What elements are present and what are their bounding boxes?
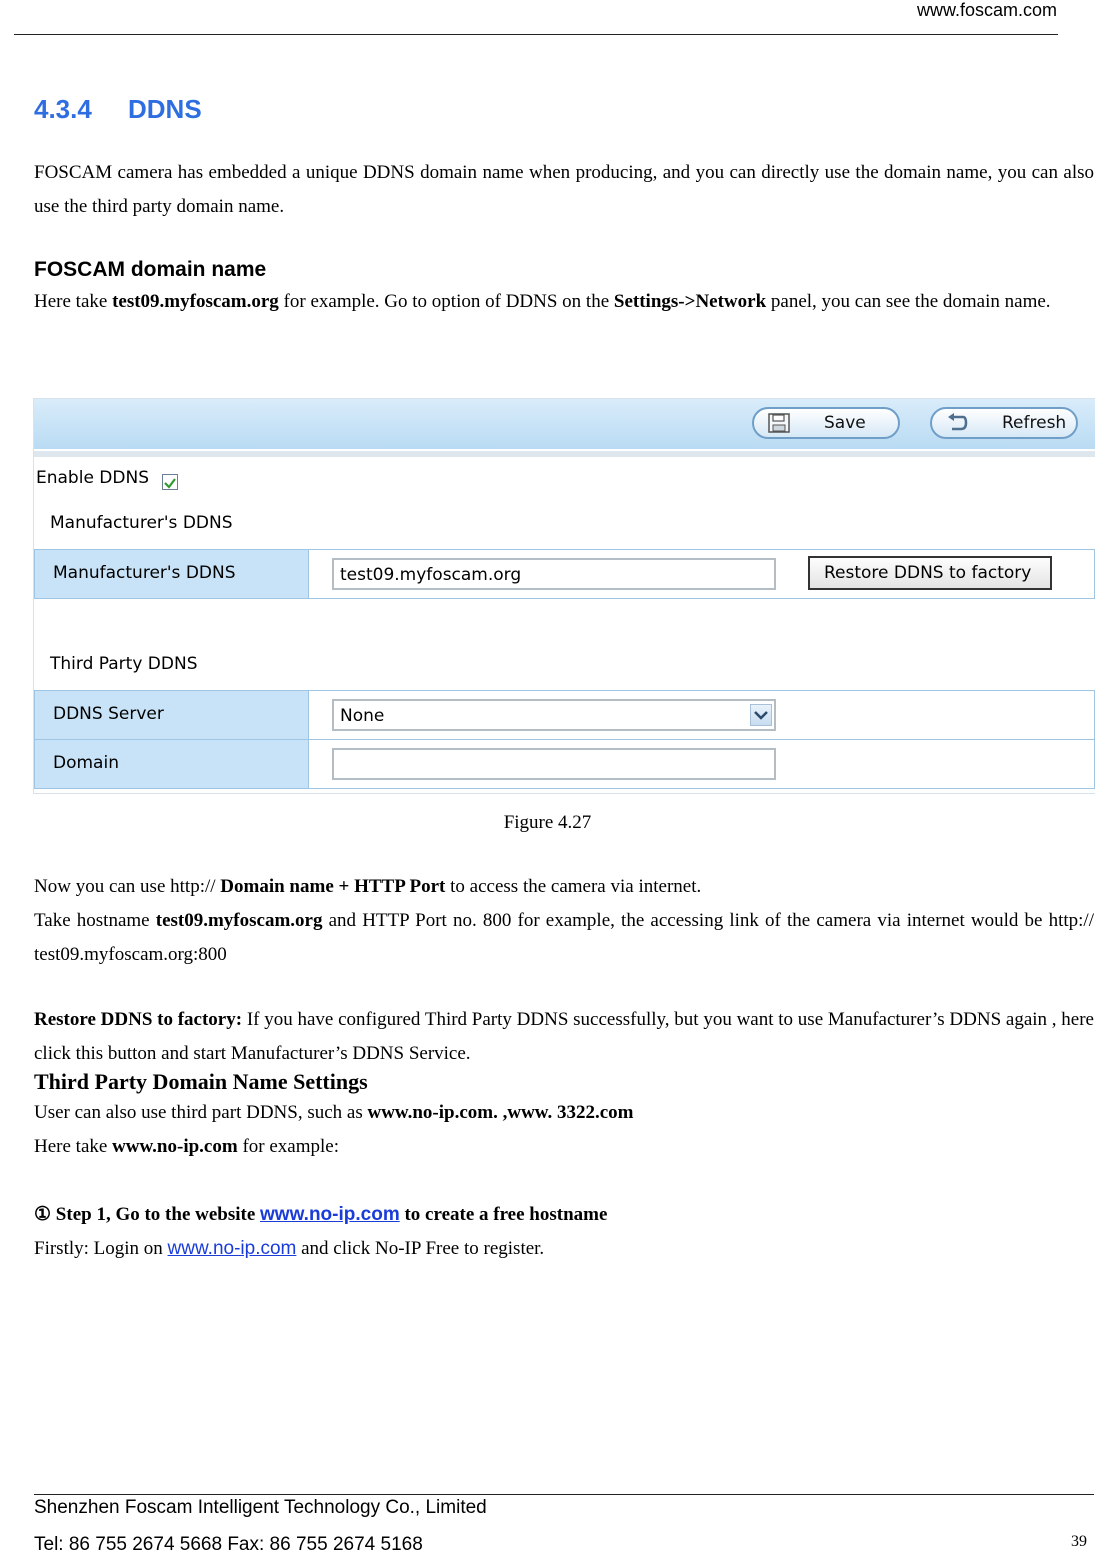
manufacturer-ddns-row — [34, 549, 1095, 599]
ddns-server-row — [34, 690, 1095, 740]
restore-description: Restore DDNS to factory: If you have configured Third Party DDNS successfully, but you want to use Manufacturer’s DDNS again , here click this button and start Manufacturer’s DDNS Service. — [34, 1009, 1094, 1064]
footer-divider — [34, 1494, 1094, 1495]
foscam-domain-heading: FOSCAM domain name — [34, 258, 267, 281]
ddns-server-label: DDNS Server — [53, 704, 164, 724]
manufacturer-ddns-label: Manufacturer's DDNS — [53, 563, 236, 583]
refresh-label: Refresh — [1002, 413, 1067, 433]
noip-link-login[interactable]: www.no-ip.com — [167, 1238, 297, 1259]
footer-contact: Tel: 86 755 2674 5668 Fax: 86 755 2674 5168 — [34, 1534, 423, 1555]
restore-ddns-button[interactable]: Restore DDNS to factory — [808, 556, 1052, 590]
manufacturer-section-title: Manufacturer's DDNS — [50, 513, 233, 533]
chevron-down-icon[interactable] — [750, 704, 772, 726]
third-party-section-title: Third Party DDNS — [50, 654, 198, 674]
save-label: Save — [824, 413, 866, 433]
intro-paragraph: FOSCAM camera has embedded a unique DDNS domain name when producing, and you can directly use the domain name, you can also use the third party domain name. — [34, 162, 1094, 217]
third-party-heading: Third Party Domain Name Settings — [34, 1069, 368, 1094]
header-divider — [14, 34, 1058, 35]
ddns-server-label-cell — [35, 691, 309, 739]
ddns-settings-panel — [33, 398, 1095, 794]
ddns-server-select[interactable]: None — [332, 699, 776, 731]
domain-input[interactable] — [332, 748, 776, 780]
toolbar-separator — [34, 451, 1095, 457]
checkmark-icon — [163, 476, 177, 490]
manufacturer-ddns-label-cell — [35, 550, 309, 598]
save-button[interactable] — [752, 407, 900, 439]
foscam-domain-paragraph: Here take test09.myfoscam.org for example. Go to option of DDNS on the Settings->Network panel, you can see the domain name. — [34, 291, 1051, 312]
enable-ddns-label: Enable DDNS — [36, 468, 149, 488]
floppy-disk-icon — [768, 413, 790, 433]
refresh-arrow-icon — [946, 413, 968, 433]
enable-ddns-checkbox[interactable] — [162, 474, 178, 490]
section-title — [34, 94, 202, 125]
footer-company: Shenzhen Foscam Intelligent Technology Co., Limited — [34, 1497, 487, 1518]
domain-label: Domain — [53, 753, 119, 773]
section-name: DDNS — [128, 94, 202, 124]
header-url: www.foscam.com — [916, 0, 1057, 20]
figure-caption: Figure 4.27 — [503, 812, 592, 833]
access-paragraph: Now you can use http:// Domain name + HTTP Port to access the camera via internet. Take hostname test09.myfoscam.org and HTTP Port no. 800 for example, the accessing link of the camera via internet would be http:// test09.myfoscam.org:800 — [34, 876, 1094, 965]
manufacturer-ddns-input[interactable]: test09.myfoscam.org — [332, 558, 776, 590]
step1-paragraph: ① Step 1, Go to the website www.no-ip.com to create a free hostname Firstly: Login on www.no-ip.com and click No-IP Free to register. — [34, 1204, 608, 1259]
noip-link-step[interactable]: www.no-ip.com — [260, 1204, 400, 1225]
domain-label-cell — [35, 740, 309, 788]
toolbar — [34, 399, 1095, 449]
domain-row — [34, 739, 1095, 789]
page-number: 39 — [1071, 1533, 1087, 1550]
section-number: 4.3.4 — [34, 94, 92, 124]
refresh-button[interactable] — [930, 407, 1078, 439]
third-party-paragraph: User can also use third part DDNS, such as www.no-ip.com. ,www. 3322.com Here take www.no-ip.com for example: — [34, 1102, 634, 1157]
